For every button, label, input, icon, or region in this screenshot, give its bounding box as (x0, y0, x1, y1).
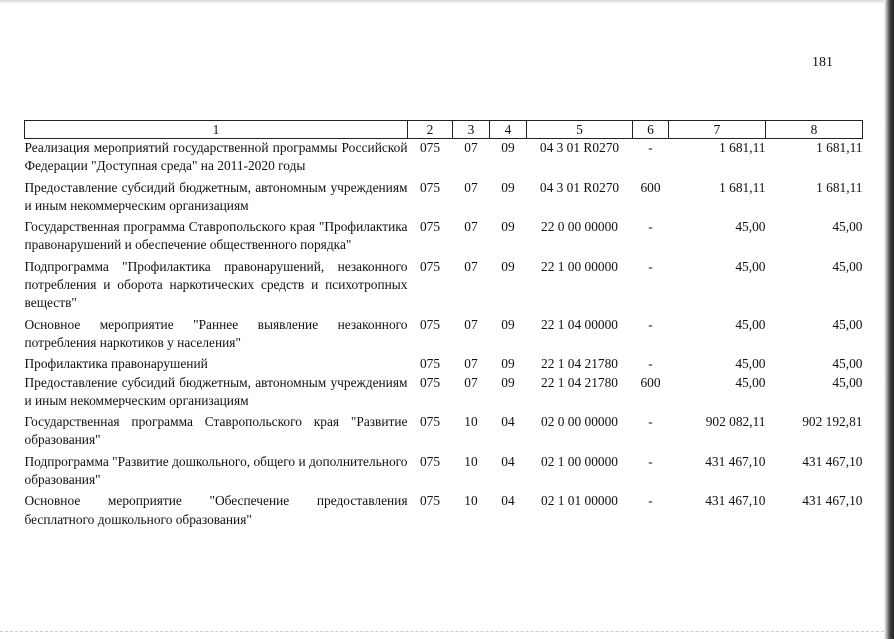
cell-5: 22 1 04 21780 (541, 374, 618, 390)
row-name: Предоставление субсидий бюджетным, автономным учреждениям и иным некоммерческим организациям (24, 179, 408, 213)
cell-4: 04 (501, 493, 515, 509)
cell-6: - (648, 356, 653, 372)
cell-2: 075 (419, 179, 441, 195)
cell-6: - (648, 140, 653, 155)
cell-4: 09 (501, 258, 515, 274)
cell-6: 600 (640, 374, 661, 390)
cell-6: - (648, 219, 653, 235)
table-row (25, 374, 863, 411)
row-name: Предоставление субсидий бюджетным, автономным учреждениям и иным некоммерческим организациям (24, 374, 408, 408)
row-name: Подпрограмма "Развитие дошкольного, общего и дополнительного образования" (24, 453, 408, 488)
cell-2: 075 (419, 493, 441, 509)
cell-2: 075 (419, 140, 441, 155)
table-row (25, 352, 863, 373)
row-name: Реализация мероприятий государственной программы Российской Федерации "Доступная среда" на 2011-2020 годы (24, 140, 408, 174)
row-name: Основное мероприятие "Обеспечение предоставления бесплатного дошкольного образования" (24, 493, 408, 527)
row-name: Основное мероприятие "Раннее выявление незаконного потребления наркотиков у населения" (24, 316, 408, 350)
cell-5: 02 1 01 00000 (541, 493, 618, 509)
table-row (25, 255, 863, 313)
cell-7: 902 082,11 (705, 414, 766, 430)
cell-4: 04 (501, 453, 515, 469)
cell-6: - (648, 258, 653, 274)
cell-6: - (648, 493, 653, 509)
table-row (25, 215, 863, 255)
cell-7: 431 467,10 (705, 493, 766, 509)
cell-5: 22 0 00 00000 (541, 219, 618, 235)
cell-8: 902 192,81 (802, 414, 863, 430)
col-header-1: 1 (25, 121, 408, 139)
row-name: Профилактика правонарушений (24, 356, 208, 372)
cell-4: 09 (501, 140, 515, 155)
table-row (25, 450, 863, 490)
cell-7: 45,00 (735, 356, 766, 372)
cell-3: 07 (464, 316, 478, 332)
col-header-7: 7 (669, 121, 766, 139)
cell-8: 45,00 (832, 219, 863, 235)
cell-2: 075 (419, 374, 441, 390)
cell-6: - (648, 316, 653, 332)
cell-6: - (648, 453, 653, 469)
cell-6: 600 (640, 179, 661, 195)
cell-4: 04 (501, 414, 515, 430)
table-row (25, 410, 863, 450)
cell-7: 45,00 (735, 316, 766, 332)
cell-5: 02 0 00 00000 (541, 414, 618, 430)
row-name: Подпрограмма "Профилактика правонарушений, незаконного потребления и оборота наркотических средств и психотропных веществ" (24, 258, 408, 311)
cell-2: 075 (419, 414, 441, 430)
cell-5: 02 1 00 00000 (541, 453, 618, 469)
cell-4: 09 (501, 356, 515, 372)
cell-2: 075 (419, 316, 441, 332)
cell-5: 22 1 00 00000 (541, 258, 618, 274)
scan-top-edge (0, 0, 894, 4)
cell-5: 22 1 04 21780 (541, 356, 618, 372)
cell-3: 07 (464, 374, 478, 390)
col-header-8: 8 (766, 121, 863, 139)
cell-5: 04 3 01 R0270 (539, 140, 620, 155)
cell-2: 075 (419, 219, 441, 235)
col-header-2: 2 (408, 121, 453, 139)
cell-8: 45,00 (832, 258, 863, 274)
budget-table (24, 120, 863, 529)
cell-3: 10 (464, 493, 478, 509)
cell-7: 1 681,11 (719, 179, 766, 195)
cell-4: 09 (501, 219, 515, 235)
cell-7: 45,00 (735, 374, 766, 390)
table-row (25, 489, 863, 529)
cell-8: 431 467,10 (802, 453, 863, 469)
cell-3: 07 (464, 356, 478, 372)
col-header-4: 4 (490, 121, 527, 139)
cell-7: 45,00 (735, 219, 766, 235)
cell-5: 22 1 04 00000 (541, 316, 618, 332)
cell-7: 1 681,11 (719, 140, 766, 155)
cell-8: 45,00 (832, 374, 863, 390)
col-header-6: 6 (633, 121, 669, 139)
cell-8: 45,00 (832, 316, 863, 332)
page-number: 181 (812, 55, 833, 70)
row-name: Государственная программа Ставропольского края "Развитие образования" (24, 414, 408, 448)
cell-3: 07 (464, 140, 478, 155)
cell-7: 431 467,10 (705, 453, 766, 469)
row-name: Государственная программа Ставропольского края "Профилактика правонарушений и обеспечение общественного порядка" (24, 219, 408, 253)
cell-3: 07 (464, 219, 478, 235)
cell-3: 07 (464, 258, 478, 274)
cell-8: 1 681,11 (816, 179, 863, 195)
table-row (25, 176, 863, 216)
cell-8: 431 467,10 (802, 493, 863, 509)
cell-3: 10 (464, 414, 478, 430)
cell-3: 07 (464, 179, 478, 195)
scan-right-edge (884, 0, 894, 639)
table-row (25, 313, 863, 353)
col-header-5: 5 (527, 121, 633, 139)
cell-5: 04 3 01 R0270 (539, 179, 620, 195)
cell-4: 09 (501, 374, 515, 390)
cell-8: 45,00 (832, 356, 863, 372)
cell-4: 09 (501, 179, 515, 195)
table-header-row (25, 121, 863, 139)
col-header-3: 3 (453, 121, 490, 139)
cell-2: 075 (419, 356, 441, 372)
cell-7: 45,00 (735, 258, 766, 274)
cell-2: 075 (419, 258, 441, 274)
cell-2: 075 (419, 453, 441, 469)
table-row (25, 139, 863, 176)
cell-4: 09 (501, 316, 515, 332)
cell-6: - (648, 414, 653, 430)
cell-8: 1 681,11 (816, 140, 863, 155)
cell-3: 10 (464, 453, 478, 469)
